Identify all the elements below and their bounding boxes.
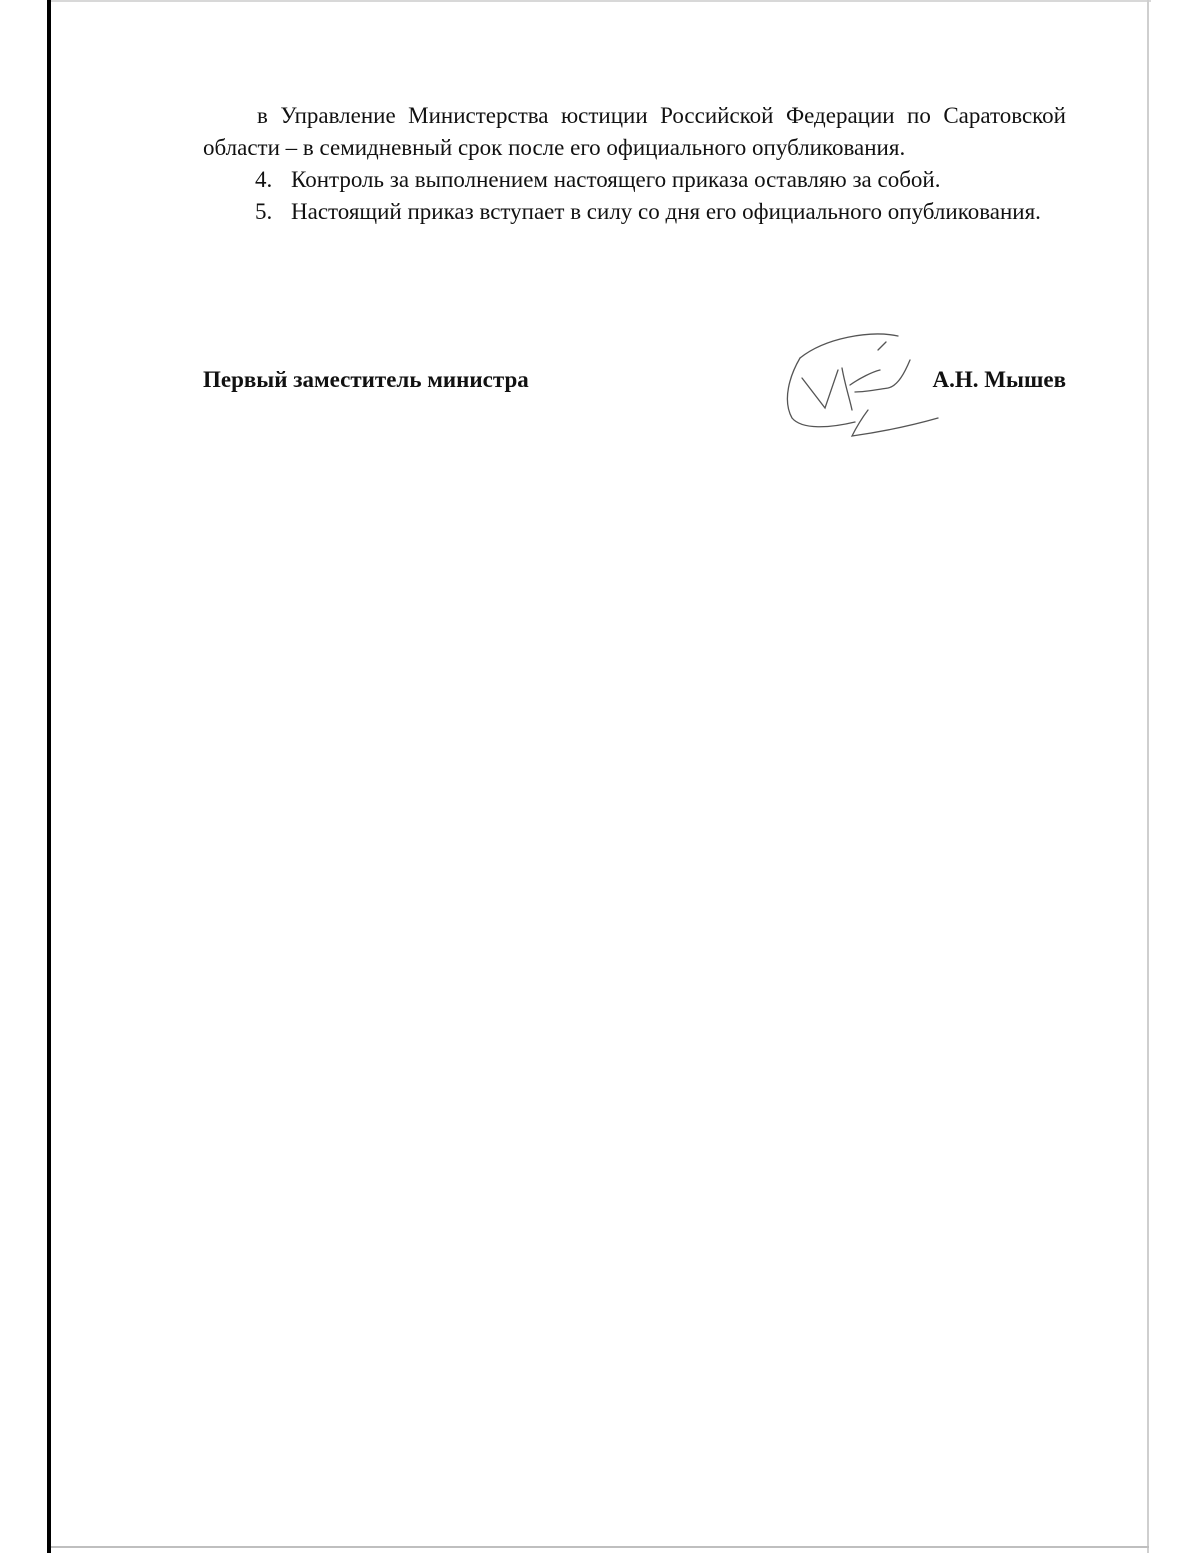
signer-name: А.Н. Мышев — [932, 367, 1066, 392]
item-number: 5. — [255, 199, 273, 224]
signer-position: Первый заместитель министра — [203, 367, 529, 392]
list-item-5 — [203, 196, 1066, 228]
item-number: 4. — [255, 167, 273, 192]
paragraph-continuation: в Управление Министерства юстиции Российской Федерации по Саратовской области – в семидневный срок после его официального опубликования. — [203, 103, 1066, 160]
item-text: Настоящий приказ вступает в силу со дня его официального опубликования. — [291, 199, 1041, 224]
signature-block — [203, 367, 1066, 407]
item-text: Контроль за выполнением настоящего приказа оставляю за собой. — [291, 167, 941, 192]
document-body — [203, 100, 1066, 228]
list-item-4 — [203, 164, 1066, 196]
scan-bottom-border — [51, 1546, 1149, 1548]
scan-left-border — [47, 0, 51, 1553]
scan-right-border — [1147, 0, 1149, 1553]
scan-top-border — [51, 0, 1151, 2]
